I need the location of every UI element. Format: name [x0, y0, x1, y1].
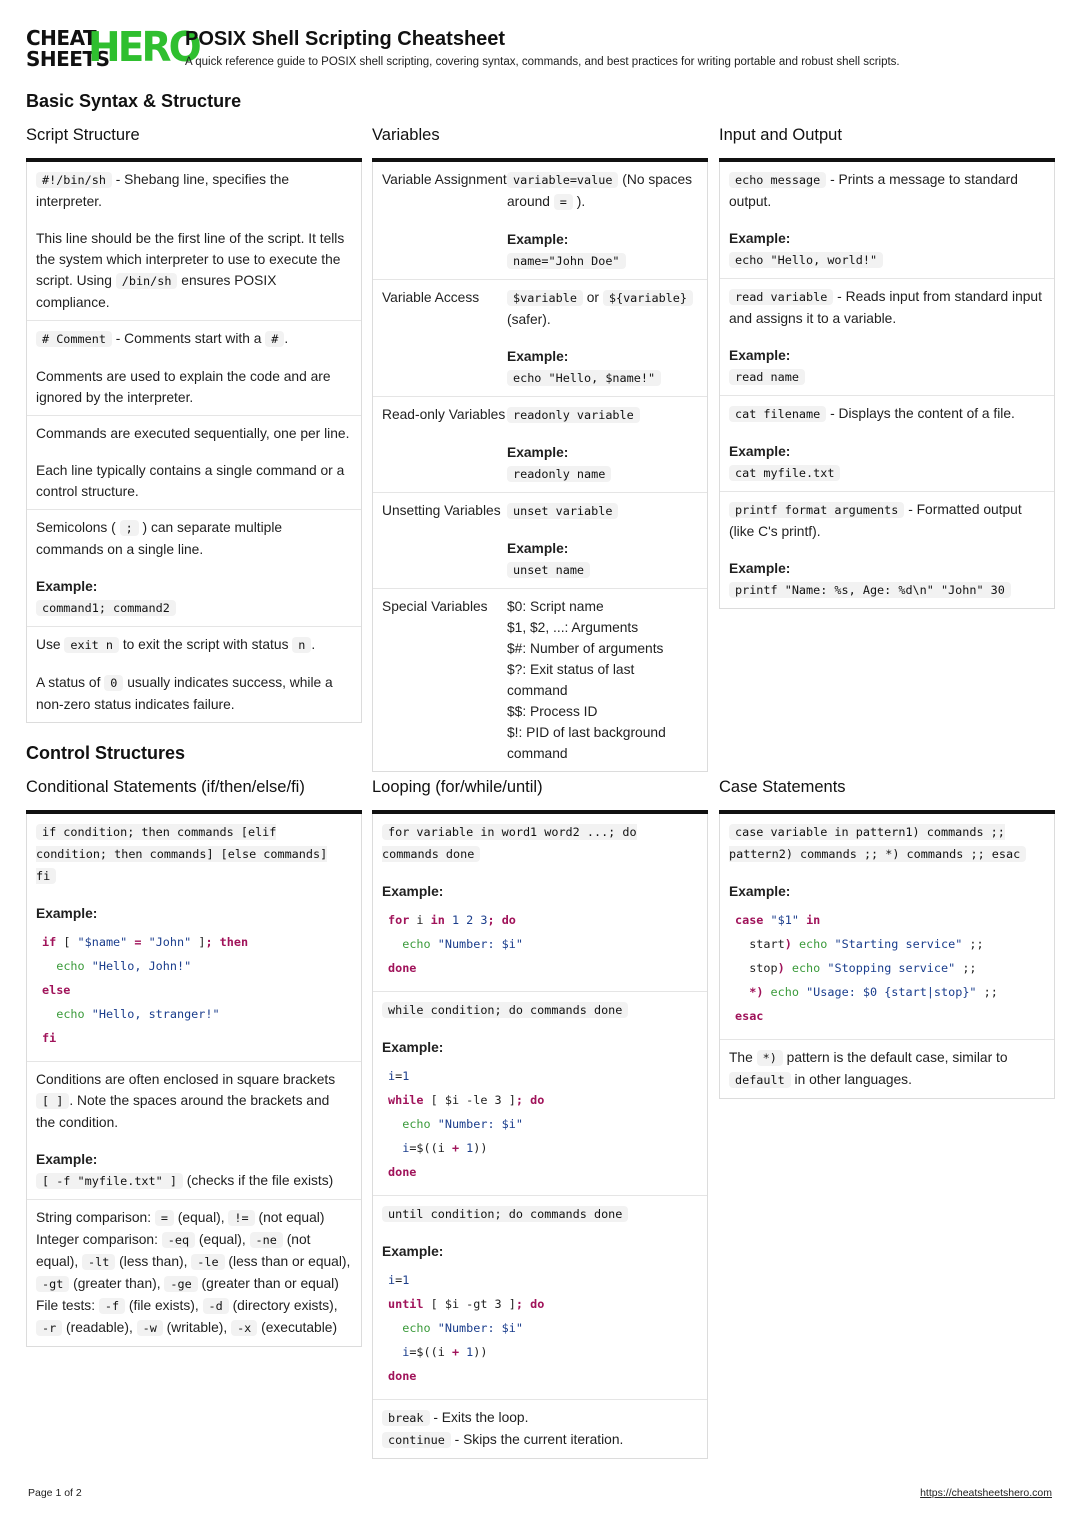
list-item: while condition; do commands done Example: i=1 while [ $i -le 3 ]; do echo "Number: $i" i=$((i + 1)) done: [373, 991, 707, 1195]
table-row: Variable Assignment variable=value (No spaces around = ). Example: name="John Doe": [382, 172, 693, 268]
page-subtitle: A quick reference guide to POSIX shell scripting, covering syntax, commands, and best practices for writing portable and robust shell scripts.: [185, 56, 900, 68]
card-title: Conditional Statements (if/then/else/fi): [26, 778, 305, 796]
list-item: echo message - Prints a message to standard output. Example: echo "Hello, world!": [729, 172, 1018, 267]
card-title: Looping (for/while/until): [372, 778, 543, 796]
logo-hero-text: HERO: [88, 23, 199, 71]
list-item: #!/bin/sh - Shebang line, specifies the interpreter. This line should be the first line of the script. It tells the system which interpreter to use to execute the script. Using /bin/sh ensures POSIX compliance.: [36, 172, 345, 310]
code-example: i=1 until [ $i -gt 3 ]; do echo "Number: $i" i=$((i + 1)) done: [388, 1273, 545, 1383]
table-row: Variable Access $variable or ${variable} (safer). Example: echo "Hello, $name!": [373, 279, 707, 396]
card-variables: [372, 125, 708, 772]
list-item: Use exit n to exit the script with status n . A status of 0 usually indicates success, while a non-zero status indicates failure.: [27, 626, 361, 722]
page-number: Page 1 of 2: [28, 1487, 82, 1499]
card-title: Input and Output: [719, 126, 842, 144]
list-item: Commands are executed sequentially, one per line. Each line typically contains a single command or a control structure.: [27, 415, 361, 509]
code-example: case "$1" in start) echo "Starting service" ;; stop) echo "Stopping service" ;; *) echo "Usage: $0 {start|stop}" ;; esac: [735, 913, 998, 1023]
card-case-statements: [719, 777, 1055, 1099]
code-example: i=1 while [ $i -le 3 ]; do echo "Number: $i" i=$((i + 1)) done: [388, 1069, 545, 1179]
list-item: The *) pattern is the default case, similar to default in other languages.: [720, 1039, 1054, 1098]
list-item: # Comment - Comments start with a # . Comments are used to explain the code and are ignored by the interpreter.: [27, 320, 361, 415]
list-item: if condition; then commands [elif condition; then commands] [else commands] fi Example: if [ "$name" = "John" ]; then echo "Hello, John!" else echo "Hello, stranger!" fi: [27, 814, 361, 1061]
card-title: Script Structure: [26, 126, 140, 144]
list-item: Conditions are often enclosed in square brackets [ ] . Note the spaces around the brackets and the condition. Example: [ -f "myfile.txt" ] (checks if the file exists): [27, 1061, 361, 1199]
list-item: case variable in pattern1) commands ;; pattern2) commands ;; *) commands ;; esac Example: case "$1" in start) echo "Starting service" ;; stop) echo "Stopping service" ;; *) echo "Usage: $0 {start|stop}" ;; esac: [720, 814, 1054, 1039]
list-item: break - Exits the loop. continue - Skips the current iteration.: [373, 1399, 707, 1458]
list-item: until condition; do commands done Example: i=1 until [ $i -gt 3 ]; do echo "Number: $i" i=$((i + 1)) done: [373, 1195, 707, 1399]
logo-text: CHEAT SHEETS: [26, 26, 110, 71]
section-basic-syntax: Basic Syntax & Structure: [26, 91, 242, 111]
table-row: Read-only Variables readonly variable Example: readonly name: [373, 396, 707, 492]
cheatsheetshero-logo[interactable]: [26, 23, 199, 72]
card-title: Case Statements: [719, 778, 846, 796]
list-item: read variable - Reads input from standard input and assigns it to a variable. Example: read name: [720, 278, 1054, 395]
section-control-structures: Control Structures: [26, 743, 186, 763]
code-example: for i in 1 2 3; do echo "Number: $i" done: [388, 913, 523, 975]
list-item: Semicolons ( ; ) can separate multiple commands on a single line. Example: command1; command2: [27, 509, 361, 626]
card-input-output: [719, 125, 1055, 609]
list-item: printf format arguments - Formatted output (like C's printf). Example: printf "Name: %s, Age: %d\n" "John" 30: [720, 491, 1054, 608]
code-example: if [ "$name" = "John" ]; then echo "Hello, John!" else echo "Hello, stranger!" fi: [42, 935, 249, 1045]
page-header: [26, 23, 1066, 74]
table-row: Special Variables $0: Script name $1, $2, ...: Arguments $#: Number of arguments $?: Exit status of last command $$: Process ID $!: PID of last background command: [373, 588, 707, 771]
list-item: cat filename - Displays the content of a file. Example: cat myfile.txt: [720, 395, 1054, 491]
card-title: Variables: [372, 126, 440, 144]
list-item: for variable in word1 word2 ...; do commands done Example: for i in 1 2 3; do echo "Number: $i" done: [373, 814, 707, 991]
site-link[interactable]: https://cheatsheetshero.com: [920, 1487, 1052, 1499]
table-row: Unsetting Variables unset variable Example: unset name: [373, 492, 707, 588]
list-item: String comparison: = (equal), != (not equal) Integer comparison: -eq (equal), -ne (not equal), -lt (less than), -le (less than or equal), -gt (greater than), -ge (greater than or equal) File tests: -f (file exists), -d (directory exists), -r (readable), -w (writable), -x (executable): [27, 1199, 361, 1346]
card-conditionals: [26, 777, 362, 1347]
card-looping: [372, 777, 708, 1459]
page-title: POSIX Shell Scripting Cheatsheet: [185, 28, 506, 50]
card-script-structure: [26, 125, 362, 723]
